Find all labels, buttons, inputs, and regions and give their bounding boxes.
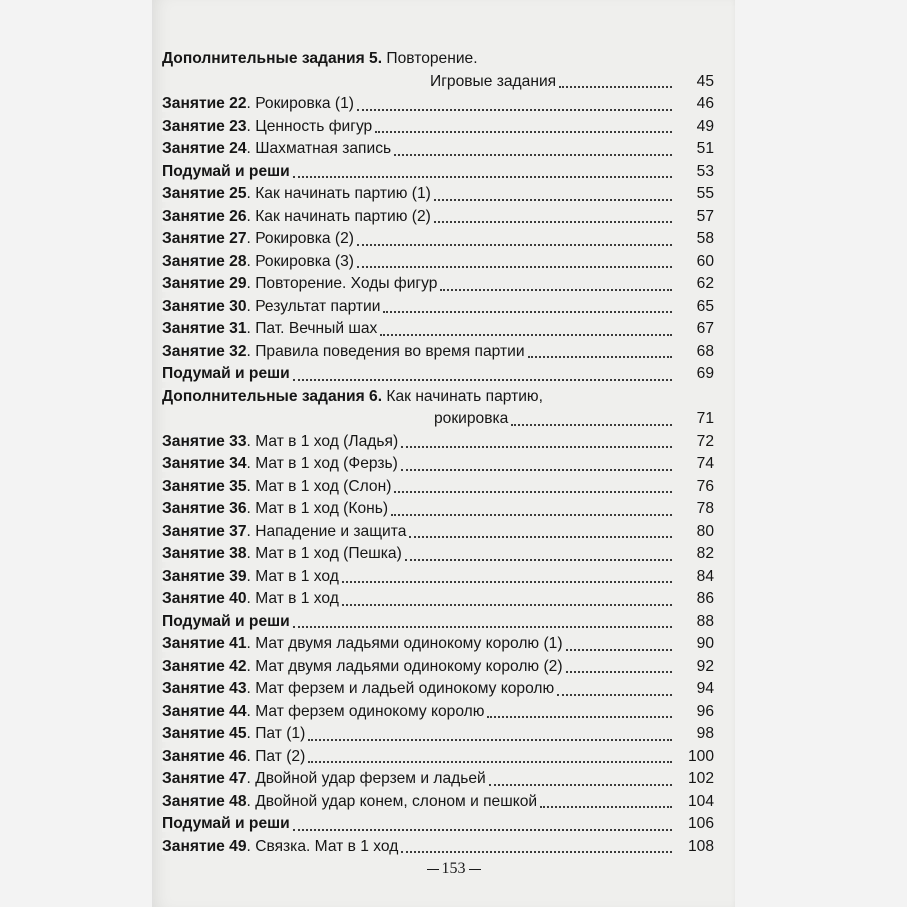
toc-page-number: 88 [674,611,714,634]
toc-page-number: 106 [674,813,714,836]
toc-entry [162,183,714,206]
toc-entry-label [162,703,486,720]
dot-leader [394,491,672,493]
toc-entry [162,206,714,229]
dot-leader [293,379,672,381]
dot-leader [357,266,672,268]
toc-entry-text: Как начинать партию, [382,387,543,405]
dot-leader [357,244,672,246]
toc-entry-label [162,433,400,450]
toc-page-number: 108 [674,836,714,859]
toc-entry-label [162,455,400,472]
page-footer [0,860,907,878]
toc-entry-title: Занятие 49 [162,837,247,855]
toc-entry [162,723,714,746]
toc-entry-title: Занятие 35 [162,477,247,495]
toc-entry-title: Занятие 33 [162,432,247,450]
toc-page-number: 46 [674,93,714,116]
toc-entry-label [162,343,527,360]
toc-entry-text: . Мат ферзем и ладьей одинокому королю [246,680,555,697]
toc-entry-label [162,118,374,135]
toc-entry-text: . Повторение. Ходы фигур [246,275,438,292]
toc-entry-title: Занятие 41 [162,635,247,652]
toc-entry-text: рокировка [434,410,509,427]
toc-entry-label [162,140,393,157]
toc-page-number: 65 [674,296,714,319]
dot-leader [342,604,672,606]
toc-entry-text: . Мат в 1 ход [246,590,339,607]
toc-entry [162,318,714,341]
toc-entry [162,656,714,679]
toc-entry-label [162,635,565,652]
toc-entry-text: . Мат в 1 ход (Слон) [246,477,392,495]
toc-entry-label [162,275,439,292]
toc-entry-title: Занятие 45 [162,725,247,742]
dot-leader [440,289,672,291]
toc-entry [162,768,714,791]
toc-entry [162,453,714,476]
toc-page-number: 55 [674,183,714,206]
toc-entry-label [162,298,382,315]
toc-entry-label [162,230,356,247]
dot-leader [409,536,672,538]
dot-leader [293,176,672,178]
footer-dash-right [469,869,481,870]
toc-entry-label [162,680,556,697]
toc-entry-label [162,545,404,562]
toc-entry-label [162,253,356,270]
dot-leader [308,761,672,763]
toc-entry [162,296,714,319]
toc-page-number: 100 [674,746,714,769]
dot-leader [401,851,672,853]
dot-leader [391,514,672,516]
toc-entry-label [162,163,292,180]
toc-entry-text: . Ценность фигур [246,117,373,135]
toc-entry [162,71,714,94]
toc-entry-title: Занятие 22 [162,95,247,112]
toc-page-number: 78 [674,498,714,521]
toc-page-number: 90 [674,633,714,656]
toc-entry-text: . Двойной удар ферзем и ладьей [246,770,486,787]
toc-entry-title: Занятие 36 [162,500,247,517]
dot-leader [308,739,672,741]
toc-entry-text: . Мат в 1 ход (Ладья) [246,432,399,450]
toc-entry-title: Дополнительные задания 5. [162,50,383,67]
toc-entry-text: . Рокировка (3) [246,252,354,270]
toc-entry-text: . Пат (1) [246,725,306,742]
dot-leader [383,311,672,313]
footer-dash-left [427,869,439,870]
toc-entry-text: . Мат двумя ладьями одинокому королю (2) [246,657,563,675]
toc-page-number: 68 [674,341,714,364]
toc-entry-text: . Шахматная запись [246,140,392,157]
toc-entry-text: . Связка. Мат в 1 ход [246,837,399,855]
toc-entry-label [162,725,307,742]
toc-page-number: 58 [674,228,714,251]
toc-entry-label [162,500,390,517]
toc-entry-label [162,95,356,112]
toc-entry-label [162,50,478,67]
toc-entry [162,228,714,251]
toc-entry-text: . Правила поведения во время партии [246,342,525,360]
toc-entry-title: Занятие 24 [162,140,247,157]
toc-entry [162,566,714,589]
toc-page-number: 51 [674,138,714,161]
toc-entry-text: . Пат. Вечный шах [246,320,378,337]
toc-entry-title: Подумай и реши [162,612,290,630]
dot-leader [511,424,672,426]
toc-entry [162,746,714,769]
dot-leader [357,109,672,111]
dot-leader [380,334,672,336]
toc-entry-title: Дополнительные задания 6. [162,387,383,405]
toc-entry [162,138,714,161]
toc-entry-text: Игровые задания [430,72,557,90]
toc-page-number: 49 [674,116,714,139]
toc-entry [162,543,714,566]
toc-entry [162,678,714,701]
toc-entry-label [162,478,393,495]
toc-entry [162,386,714,409]
toc-entry [162,48,714,71]
toc-page-number: 60 [674,251,714,274]
toc-entry-title: Занятие 38 [162,545,247,562]
toc-entry-title: Занятие 47 [162,770,247,787]
toc-entry-label [162,590,341,607]
toc-entry [162,93,714,116]
toc-entry-title: Занятие 40 [162,590,247,607]
toc-entry [162,476,714,499]
toc-entry-label [162,748,307,765]
toc-entry [162,813,714,836]
toc-entry-label [162,658,565,675]
toc-entry-label [430,71,558,94]
dot-leader [487,716,672,718]
dot-leader [293,829,672,831]
toc-entry-title: Занятие 39 [162,567,247,585]
toc-entry-title: Занятие 44 [162,702,247,720]
toc-entry-text: . Как начинать партию (1) [246,185,431,202]
toc-entry-text: . Мат в 1 ход (Конь) [246,500,389,517]
toc-entry-title: Занятие 31 [162,320,247,337]
toc-entry [162,521,714,544]
dot-leader [559,86,672,88]
toc-entry-text: . Мат в 1 ход (Ферзь) [246,455,398,472]
toc-entry-title: Занятие 29 [162,275,247,292]
toc-entry-title: Занятие 25 [162,185,247,202]
toc-entry-text: . Двойной удар конем, слоном и пешкой [246,792,538,810]
toc-entry-text: . Мат ферзем одинокому королю [246,702,485,720]
dot-leader [566,649,672,651]
toc-entry-text: . Пат (2) [246,747,306,765]
toc-page-number: 57 [674,206,714,229]
toc-page-number: 94 [674,678,714,701]
toc-page-number: 96 [674,701,714,724]
toc-entry [162,273,714,296]
toc-entry-text: . Мат в 1 ход (Пешка) [246,545,402,562]
toc-entry [162,588,714,611]
toc-entry-title: Занятие 48 [162,792,247,810]
toc-entry [162,611,714,634]
toc-entry [162,251,714,274]
toc-entry-title: Занятие 28 [162,252,247,270]
toc-page-number: 45 [674,71,714,94]
toc-entry-title: Подумай и реши [162,365,290,382]
toc-entry [162,498,714,521]
toc-entry-title: Занятие 42 [162,657,247,675]
table-of-contents [162,48,714,858]
page-number: 153 [441,860,466,877]
dot-leader [540,806,672,808]
toc-entry-text: . Рокировка (2) [246,230,354,247]
toc-entry-text: Повторение. [382,50,478,67]
dot-leader [434,199,672,201]
toc-page-number: 76 [674,476,714,499]
toc-entry-label [162,613,292,630]
toc-page-number: 67 [674,318,714,341]
toc-entry-title: Занятие 30 [162,297,247,315]
toc-page-number: 104 [674,791,714,814]
toc-page-number: 80 [674,521,714,544]
toc-page-number: 53 [674,161,714,184]
toc-entry-label [162,838,400,855]
toc-entry-label [162,208,433,225]
toc-entry [162,341,714,364]
toc-page-number: 82 [674,543,714,566]
toc-page-number: 98 [674,723,714,746]
dot-leader [566,671,672,673]
toc-entry-title: Занятие 26 [162,207,247,225]
toc-entry-label [162,568,341,585]
toc-entry-title: Занятие 46 [162,747,247,765]
toc-page-number: 69 [674,363,714,386]
toc-entry [162,633,714,656]
toc-entry-label [162,793,539,810]
dot-leader [528,356,672,358]
toc-entry-title: Подумай и реши [162,815,290,832]
toc-entry-title: Занятие 27 [162,230,247,247]
toc-entry-label [162,185,433,202]
dot-leader [401,469,672,471]
toc-entry [162,161,714,184]
toc-entry-label [162,320,379,337]
toc-page-number: 102 [674,768,714,791]
toc-entry-label [162,770,488,787]
toc-entry [162,116,714,139]
dot-leader [342,581,672,583]
toc-page-number: 72 [674,431,714,454]
dot-leader [434,221,672,223]
toc-entry-label [434,408,510,431]
dot-leader [375,131,672,133]
toc-entry [162,408,714,431]
toc-entry-label [162,365,292,382]
toc-entry-title: Занятие 37 [162,522,247,540]
toc-entry-title: Занятие 43 [162,680,247,697]
toc-page-number: 62 [674,273,714,296]
toc-entry [162,701,714,724]
toc-entry-label [162,523,408,540]
toc-entry-text: . Результат партии [246,297,381,315]
toc-entry-title: Подумай и реши [162,162,290,180]
toc-entry-text: . Рокировка (1) [246,95,354,112]
toc-entry-text: . Мат двумя ладьями одинокому королю (1) [246,635,563,652]
toc-entry-label [162,388,543,405]
dot-leader [557,694,672,696]
toc-entry [162,431,714,454]
toc-entry-title: Занятие 23 [162,117,247,135]
toc-entry [162,836,714,859]
toc-page-number: 74 [674,453,714,476]
toc-entry-text: . Нападение и защита [246,522,407,540]
toc-entry-title: Занятие 34 [162,455,247,472]
dot-leader [405,559,672,561]
toc-page-number: 92 [674,656,714,679]
dot-leader [394,154,672,156]
dot-leader [293,626,672,628]
toc-page-number: 86 [674,588,714,611]
toc-page-number: 84 [674,566,714,589]
toc-entry-text: . Мат в 1 ход [246,567,339,585]
toc-entry [162,363,714,386]
toc-entry-title: Занятие 32 [162,342,247,360]
toc-entry [162,791,714,814]
dot-leader [401,446,672,448]
toc-page-number: 71 [674,408,714,431]
toc-entry-text: . Как начинать партию (2) [246,207,431,225]
dot-leader [489,784,672,786]
toc-entry-label [162,815,292,832]
